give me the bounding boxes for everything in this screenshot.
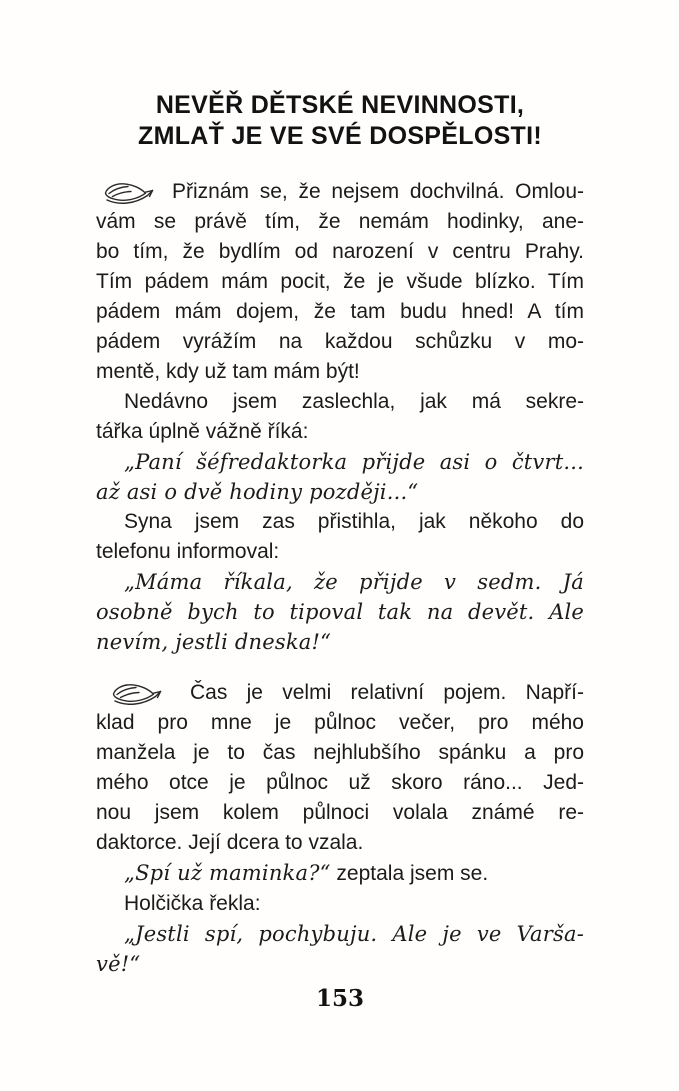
quote-secretary	[96, 447, 584, 507]
text-line: pádem mám dojem, že tam budu hned! A tím	[96, 300, 584, 323]
text-line: „Jestli spí, pochybuju. Ale je ve Varša-	[124, 922, 584, 946]
text-line: pádem vyrážím na každou schůzku v mo-	[96, 330, 584, 353]
text-line: mentě, kdy už tam mám být!	[96, 360, 360, 383]
text-line: telefonu informoval:	[96, 540, 280, 563]
text-line: Nedávno jsem zaslechla, jak má sekre-	[124, 390, 584, 413]
text-line: Přiznám se, že nejsem dochvilná. Omlou-	[172, 180, 584, 203]
text-line: Syna jsem zas přistihla, jak někoho do	[124, 510, 584, 533]
feather-quill-icon	[110, 681, 168, 708]
text-line: nou jsem kolem půlnoci volala známé re-	[96, 801, 584, 824]
girl-said-text: Holčička řekla:	[124, 892, 261, 915]
quote-lines	[96, 567, 584, 657]
chapter-title	[96, 90, 584, 152]
line-girl-said	[96, 889, 584, 919]
quote-son	[96, 567, 584, 657]
text-column	[96, 177, 584, 979]
quote-girl	[96, 919, 584, 979]
page-number: 153	[315, 985, 364, 1012]
text-line: „Máma říkala, že přijde v sedm. Já	[124, 570, 584, 594]
paragraph-secretary	[96, 387, 584, 447]
text-line: manžela je to čas nejhlubšího spánku a pro	[96, 741, 584, 764]
paragraph-lines	[96, 507, 584, 567]
text-line: Čas je velmi relativní pojem. Napří-	[190, 681, 584, 704]
text-line: mého otce je půlnoc už skoro ráno... Jed-	[96, 771, 584, 794]
quote-lines	[96, 919, 584, 979]
chapter-title-line-2: ZMLAŤ JE VE SVÉ DOSPĚLOSTI!	[138, 122, 542, 150]
text-line: až asi o dvě hodiny později...“	[96, 480, 419, 504]
chapter-title-line-1: NEVĚŘ DĚTSKÉ NEVINNOSTI,	[155, 91, 525, 119]
text-line: vě!“	[96, 952, 141, 976]
text-line: vám se právě tím, že nemám hodinky, ane-	[96, 210, 584, 233]
text-line: osobně bych to tipoval tak na devět. Ale	[96, 600, 584, 624]
question-quote-text: „Spí už maminka?“	[124, 861, 331, 885]
paragraph-midnight	[96, 678, 584, 858]
text-line: nevím, jestli dneska!“	[96, 630, 332, 654]
feather-quill-icon	[102, 180, 160, 207]
text-line: bo tím, že bydlím od narození v centru Prahy.	[96, 240, 584, 263]
question-attribution-text: zeptala jsem se.	[330, 862, 489, 885]
paragraph-punctuality	[96, 177, 584, 387]
line-question	[96, 858, 584, 889]
paragraph-lines	[96, 177, 584, 387]
paragraph-son	[96, 507, 584, 567]
section-gap	[96, 657, 584, 678]
paragraph-lines	[96, 387, 584, 447]
quote-lines	[96, 447, 584, 507]
text-line: „Paní šéfredaktorka přijde asi o čtvrt...	[124, 450, 584, 474]
text-line: daktorce. Její dcera to vzala.	[96, 831, 364, 854]
text-line: tářka úplně vážně říká:	[96, 420, 309, 443]
text-line: Tím pádem mám pocit, že je všude blízko. Tím	[96, 270, 584, 293]
text-line: klad pro mne je půlnoc večer, pro mého	[96, 711, 584, 734]
paragraph-lines	[96, 678, 584, 858]
